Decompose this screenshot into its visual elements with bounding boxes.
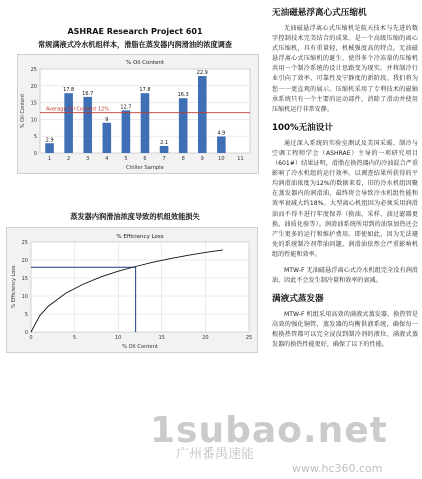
x-tick-label: 5 bbox=[124, 156, 128, 162]
heading-maglev-compressor: 无油磁悬浮离心式压缩机 bbox=[272, 8, 367, 18]
x-axis-label: % Oil Content bbox=[122, 344, 158, 350]
x-axis-label: Chiller Sample bbox=[126, 165, 164, 171]
bar bbox=[83, 97, 92, 153]
y-tick-label: 10 bbox=[30, 117, 37, 124]
y-tick-label: 15 bbox=[30, 100, 37, 107]
heading-flooded-evaporator: 满液式蒸发器 bbox=[272, 294, 324, 305]
bar bbox=[122, 110, 131, 153]
bar bbox=[179, 98, 188, 153]
y-tick-label: 15 bbox=[21, 276, 28, 282]
bar-value-label: 9 bbox=[105, 116, 109, 123]
bar-value-label: 4.9 bbox=[217, 130, 226, 137]
y-tick-label: 25 bbox=[30, 67, 37, 73]
description-column bbox=[272, 4, 418, 479]
y-axis-label: % Oil Content bbox=[20, 93, 26, 129]
bar bbox=[160, 146, 169, 153]
paragraph-flooded-evaporator: MTW-F 机组采用高效的满液式蒸发器，换热管是高效的强化铜管，蒸发器的均衡供液系统，确保每一根换热管都可以完全浸没到制冷剂的液位。满液式蒸发器的换热性能更好，确保了以下的性能。 bbox=[272, 311, 418, 349]
x-tick-label: 11 bbox=[237, 156, 244, 162]
project-title: ASHRAE Research Project 601 bbox=[67, 27, 203, 36]
x-tick-label: 2 bbox=[67, 156, 71, 162]
bar-value-label: 12.7 bbox=[120, 104, 132, 111]
bar bbox=[64, 93, 73, 153]
oil-content-bar-chart bbox=[18, 55, 258, 173]
x-tick-label: 7 bbox=[162, 156, 166, 162]
efficiency-loss-chart-frame bbox=[6, 227, 258, 353]
y-tick-label: 5 bbox=[24, 312, 28, 318]
y-tick-label: 10 bbox=[21, 294, 28, 300]
bar-value-label: 2.9 bbox=[45, 137, 54, 144]
plot-area bbox=[31, 242, 249, 332]
oil-content-chart-frame bbox=[17, 54, 259, 174]
y-axis-label: % Efficiency Loss bbox=[11, 265, 17, 309]
y-tick-label: 20 bbox=[21, 258, 28, 264]
watermark-company: 广州番禺速能 bbox=[176, 447, 255, 462]
x-tick-label: 9 bbox=[200, 156, 204, 162]
paragraph-maglev-compressor: 无油磁悬浮离心式压缩机是航天技术与先进的数字控制技术完美结合的成果。是一个高级压缩的离心式压缩机，具有重量轻，机械强度高的特点。无油磁悬浮离心式压缩机的诞生，使得多个冷冻量的压缩机共用一个制冷系统的设计思路变为现实。并将制冷行业引向了效率、可靠性及宁静度的新阶段。我们将为您一一更直观的展示。压缩机采用了专利技术的磁轴承系统只有一个主要的运动部件，消除了滑动并使用压缩机运行非常安静。 bbox=[272, 25, 418, 113]
x-tick-label: 1 bbox=[47, 156, 52, 162]
watermark-brand: 1subao.net bbox=[150, 410, 388, 451]
bar bbox=[45, 143, 54, 153]
x-tick-label: 4 bbox=[105, 156, 109, 162]
bar-value-label: 17.8 bbox=[63, 87, 75, 94]
chart2-title: % Efficiency Loss bbox=[116, 234, 164, 240]
heading-oil-free-design: 100%无油设计 bbox=[272, 122, 333, 133]
chart1-title: % Oil Content bbox=[126, 60, 164, 66]
y-tick-label: 0 bbox=[33, 151, 37, 157]
bar-value-label: 22.9 bbox=[196, 70, 208, 77]
x-tick-label: 25 bbox=[245, 335, 253, 341]
x-tick-label: 6 bbox=[143, 156, 147, 162]
paragraph-mtw-f-no-oil: MTW-F 无油磁悬浮离心式冷水机组完全没有润滑油，因此不会发生制冷量和效率的衰减。 bbox=[272, 266, 418, 285]
watermark-site: www.hc360.com bbox=[292, 462, 383, 475]
y-tick-label: 5 bbox=[33, 134, 37, 141]
average-line-label: Average Oil Content 12% bbox=[46, 106, 110, 113]
figure2-title: 蒸发器内润滑油浓度导致的机组效能损失 bbox=[70, 212, 200, 221]
bar bbox=[141, 93, 150, 153]
figure1-title: 常规满液式冷水机组样本，滑脂在蒸发器内润滑油的浓度调查 bbox=[37, 40, 233, 49]
bar-value-label: 16.7 bbox=[82, 90, 94, 97]
bar bbox=[103, 123, 112, 153]
x-tick-label: 3 bbox=[86, 156, 90, 162]
x-tick-label: 10 bbox=[115, 335, 122, 341]
x-tick-label: 15 bbox=[158, 335, 165, 341]
bar bbox=[198, 76, 207, 153]
efficiency-loss-line-chart bbox=[7, 228, 257, 352]
x-tick-label: 5 bbox=[73, 335, 77, 341]
x-tick-label: 20 bbox=[202, 335, 209, 341]
y-tick-label: 0 bbox=[24, 330, 28, 336]
bar-value-label: 16.3 bbox=[177, 92, 189, 99]
x-tick-label: 10 bbox=[218, 156, 225, 162]
y-tick-label: 20 bbox=[30, 83, 37, 90]
bar-value-label: 2.1 bbox=[160, 139, 169, 146]
bar-value-label: 17.8 bbox=[139, 87, 151, 94]
y-tick-label: 25 bbox=[21, 240, 28, 246]
bar bbox=[217, 137, 226, 153]
paragraph-ashrae-study: 通过深入系统的实验室测试及美国采暖、制冷与空调工程师学会（ASHRAE）主导的一项研究项目（601#）结果证明，滑脂在换热器内的冷油混合严重影响了冷水机组的运行效率。以调查结果所获得的平均润滑油浓度为12%的数据来看，旧的冷水机组因聚在蒸发器内的润滑油，最终将会导致冷水机组性能和效率衰减大约18%。大型离心机组因为必须采用润滑油而不得不进行年度保养（换油、采样、油过滤器更换、油质化验等）。润滑油系统所用到的油泵加热还会产生更多的运行和维护费用。即使如此，因为无法避免的系统制冷剂带油问题，润滑油依然会严重影响机组的性能和效率。 bbox=[272, 139, 418, 258]
x-tick-label: 8 bbox=[181, 156, 185, 162]
x-tick-label: 0 bbox=[29, 335, 33, 341]
